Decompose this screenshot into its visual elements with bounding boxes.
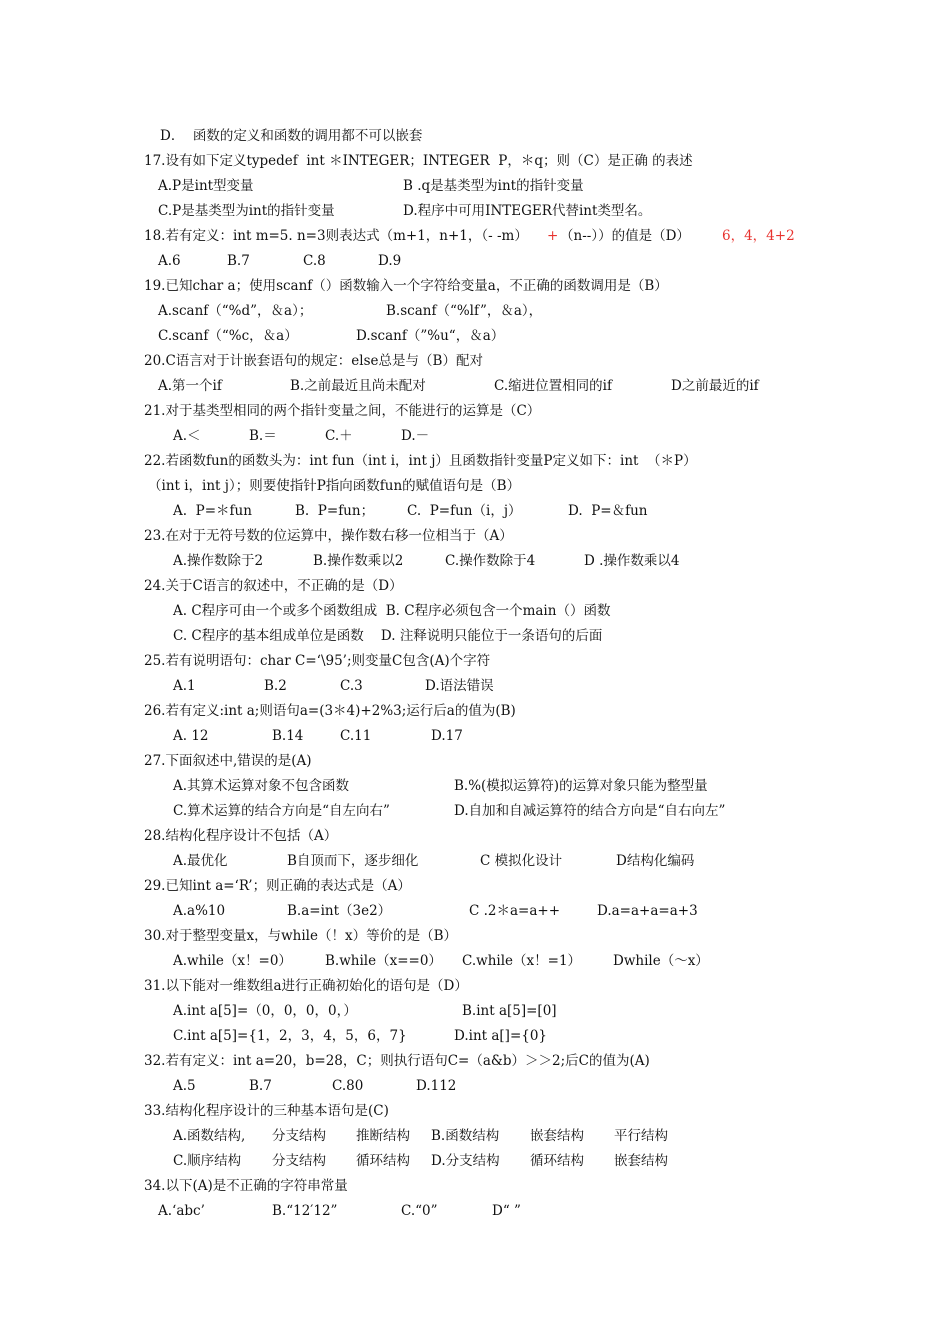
question-text: D.程序中可用INTEGER代替int类型名。	[403, 203, 652, 219]
question-text: 嵌套结构	[530, 1128, 584, 1144]
question-text: C.顺序结构	[173, 1153, 242, 1169]
question-text: A.int a[5]=（0，0，0，0，）	[173, 1003, 357, 1019]
question-text: A.5	[173, 1078, 196, 1094]
question-text: 22.若函数fun的函数头为：int fun（int i，int j）且函数指针变量P定义如下：int （＊P）	[144, 453, 697, 469]
question-text: A.其算术运算对象不包含函数	[173, 778, 350, 794]
question-text: A. P=＊fun	[173, 503, 252, 519]
question-text: A.P是int型变量	[158, 178, 254, 194]
annotation-text: +	[547, 228, 559, 244]
question-text: 分支结构	[272, 1128, 326, 1144]
question-text: D“ ”	[492, 1203, 521, 1219]
question-text: 分支结构	[272, 1153, 326, 1169]
question-text: C.while（x！=1）	[462, 953, 582, 969]
question-text: C.int a[5]={1，2，3，4，5，6，7}	[173, 1028, 407, 1044]
question-text: D. P=＆fun	[568, 503, 648, 519]
annotation-text: 6，4，4+2	[722, 228, 795, 244]
question-text: 19.已知char a；使用scanf（）函数输入一个字符给变量a，不正确的函数调用是（B）	[144, 278, 668, 294]
question-text: 28.结构化程序设计不包括（A）	[144, 828, 338, 844]
question-text: D.112	[416, 1078, 457, 1094]
question-text: A.6	[158, 253, 181, 269]
question-text: C.80	[332, 1078, 364, 1094]
question-text: C.11	[340, 728, 372, 744]
question-text: 21.对于基类型相同的两个指针变量之间，不能进行的运算是（C）	[144, 403, 541, 419]
question-text: A.＜	[173, 428, 201, 444]
question-text: B.14	[272, 728, 304, 744]
question-text: 32.若有定义：int a=20，b=28，C；则执行语句C=（a&b）＞＞2;后C的值为(A)	[144, 1053, 650, 1069]
question-text: B .q是基类型为int的指针变量	[403, 178, 584, 194]
question-text: D.int a[]={0}	[454, 1028, 548, 1044]
question-text: A. 12	[173, 728, 209, 744]
question-text: 平行结构	[614, 1128, 668, 1144]
question-text: C. C程序的基本组成单位是函数 D. 注释说明只能位于一条语句的后面	[173, 628, 603, 644]
question-text: D.语法错误	[425, 678, 494, 694]
question-text: 34.以下(A)是不正确的字符串常量	[144, 1178, 348, 1194]
question-text: B. P=fun；	[295, 503, 375, 519]
question-text: D.17	[431, 728, 463, 744]
question-text: A.1	[173, 678, 196, 694]
question-text: （int i，int j）；则要使指针P指向函数fun的赋值语句是（B）	[148, 478, 521, 494]
question-text: D.分支结构	[431, 1153, 500, 1169]
question-text: D结构化编码	[616, 853, 695, 869]
question-text: D之前最近的if	[671, 378, 759, 394]
question-text: D .操作数乘以4	[584, 553, 680, 569]
question-text: D． 函数的定义和函数的调用都不可以嵌套	[160, 128, 423, 144]
question-text: B.“12′12”	[272, 1203, 338, 1219]
question-text: 30.对于整型变量x，与while（！x）等价的是（B）	[144, 928, 457, 944]
question-text: B.函数结构	[431, 1128, 500, 1144]
question-text: B自顶而下，逐步细化	[287, 853, 419, 869]
question-text: D.scanf（”%u“，＆a）	[356, 328, 505, 344]
question-text: C.8	[303, 253, 326, 269]
question-text: A.‘abc’	[158, 1203, 205, 1219]
question-text: B.%(模拟运算符)的运算对象只能为整型量	[454, 778, 708, 794]
question-text: C.3	[340, 678, 363, 694]
question-text: 循环结构	[356, 1153, 410, 1169]
question-text: 33.结构化程序设计的三种基本语句是(C)	[144, 1103, 389, 1119]
question-text: D.9	[378, 253, 402, 269]
question-text: B.int a[5]=[0]	[462, 1003, 557, 1019]
question-text: 25.若有说明语句：char C=‘\95’;则变量C包含(A)个字符	[144, 653, 491, 669]
question-text: A. C程序可由一个或多个函数组成 B. C程序必须包含一个main（）函数	[173, 603, 611, 619]
question-text: B.2	[264, 678, 287, 694]
question-text: C. P=fun（i，j）	[407, 503, 522, 519]
question-text: A.函数结构,	[173, 1128, 246, 1144]
question-text: C.＋	[325, 428, 353, 444]
question-text: 31.以下能对一维数组a进行正确初始化的语句是（D）	[144, 978, 468, 994]
question-text: 推断结构	[356, 1128, 410, 1144]
question-text: 23.在对于无符号数的位运算中，操作数右移一位相当于（A）	[144, 528, 513, 544]
question-text: B.7	[249, 1078, 272, 1094]
question-text: 18.若有定义：int m=5. n=3则表达式（m+1，n+1，（- -m）	[144, 228, 528, 244]
question-text: 24.关于C语言的叙述中，不正确的是（D）	[144, 578, 403, 594]
question-text: B.7	[227, 253, 250, 269]
question-text: D.自加和自减运算符的结合方向是“自右向左”	[454, 803, 726, 819]
question-text: 27.下面叙述中,错误的是(A)	[144, 753, 312, 769]
question-text: C.scanf（“%c，＆a）	[158, 328, 298, 344]
question-text: A.while（x！=0）	[173, 953, 292, 969]
question-text: A.scanf（“%d”，＆a）；	[158, 303, 313, 319]
question-text: B.while（x==0）	[325, 953, 442, 969]
question-text: 17.设有如下定义typedef int ＊INTEGER；INTEGER P，＊q；则（C）是正确 的表述	[144, 153, 693, 169]
question-text: C 模拟化设计	[480, 853, 563, 869]
question-text: A.操作数除于2	[173, 553, 264, 569]
question-text: 循环结构	[530, 1153, 584, 1169]
question-text: A.第一个if	[158, 378, 222, 394]
question-text: C.“0”	[401, 1203, 438, 1219]
question-text: B.scanf（“%lf”，＆a），	[386, 303, 543, 319]
question-text: D.a=a+a=a+3	[597, 903, 698, 919]
question-text: 20.C语言对于计嵌套语句的规定：else总是与（B）配对	[144, 353, 483, 369]
question-text: D.－	[401, 428, 430, 444]
question-text: 26.若有定义:int a;则语句a=(3＊4)+2%3;运行后a的值为(B)	[144, 703, 516, 719]
question-text: C .2＊a=a++	[469, 903, 561, 919]
question-text: B.操作数乘以2	[313, 553, 404, 569]
question-text: A.a%10	[173, 903, 226, 919]
question-text: 29.已知int a=‘R’；则正确的表达式是（A）	[144, 878, 411, 894]
question-text: Dwhile（～x）	[613, 953, 709, 969]
question-text: A.最优化	[173, 853, 228, 869]
question-text: C.操作数除于4	[445, 553, 536, 569]
question-text: C.P是基类型为int的指针变量	[158, 203, 335, 219]
question-text: B.之前最近且尚未配对	[290, 378, 426, 394]
question-text: C.算术运算的结合方向是“自左向右”	[173, 803, 390, 819]
question-text: （n--））的值是（D）	[560, 228, 690, 244]
question-text: B.a=int（3e2）	[287, 903, 392, 919]
question-text: 嵌套结构	[614, 1153, 668, 1169]
question-text: B.＝	[249, 428, 277, 444]
question-text: C.缩进位置相同的if	[494, 378, 612, 394]
